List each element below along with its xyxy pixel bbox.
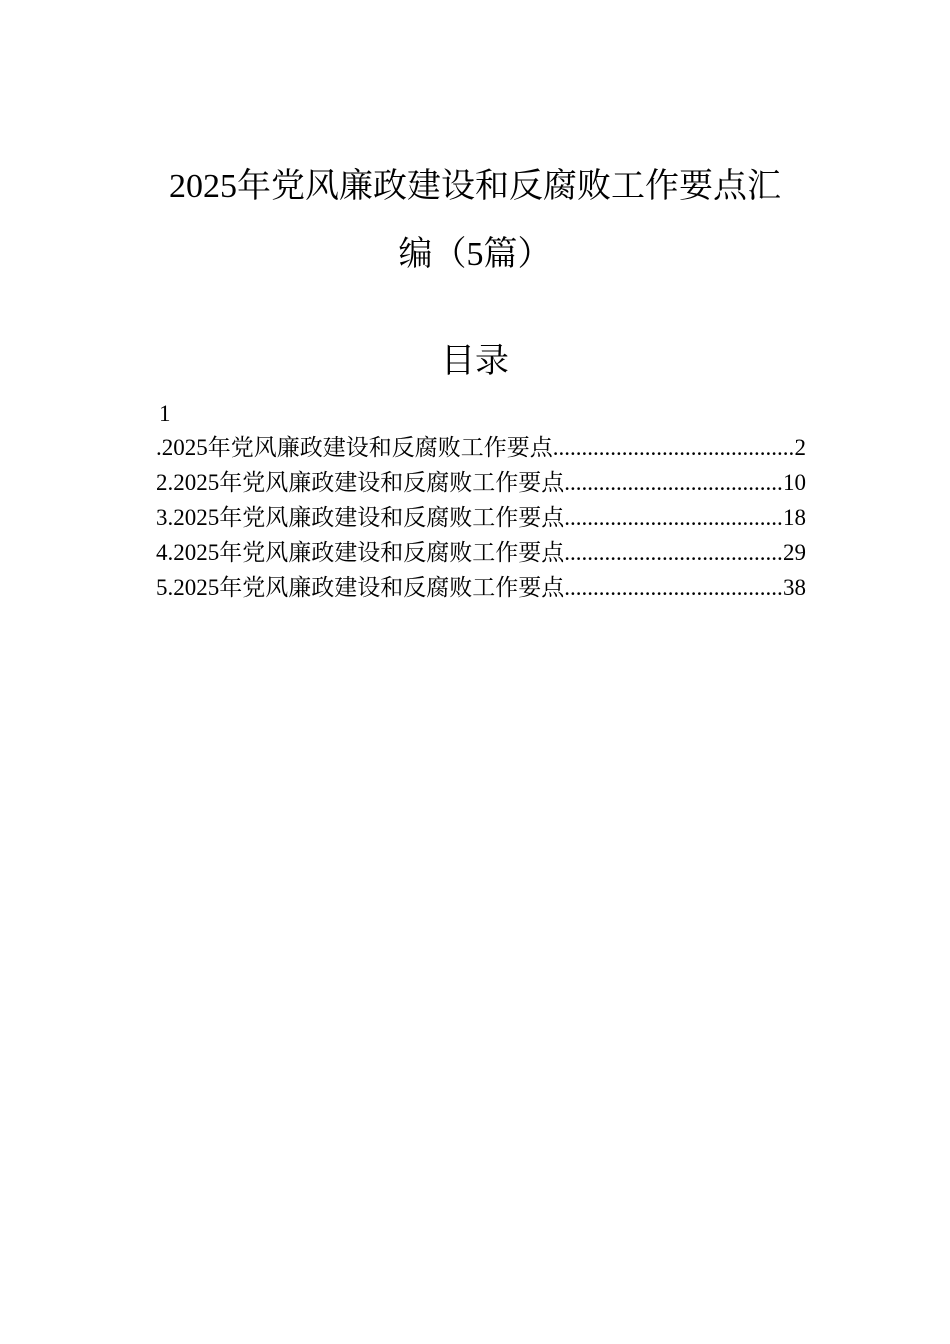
toc-entry-page: 18 — [783, 505, 806, 530]
toc-dot-leader — [564, 465, 783, 500]
toc-entry-page: 2 — [794, 435, 806, 460]
toc-entry-number: 1 — [159, 401, 171, 426]
toc-entry[interactable] — [156, 465, 806, 500]
toc-entry[interactable] — [156, 535, 806, 570]
toc-entry-label: 2.2025年党风廉政建设和反腐败工作要点 — [156, 470, 565, 495]
document-title — [150, 160, 800, 272]
toc-entry-label: .2025年党风廉政建设和反腐败工作要点 — [156, 435, 553, 460]
document-title-line-2: 编（5篇） — [398, 236, 552, 273]
toc-entry[interactable] — [156, 430, 806, 465]
toc-entry-page: 29 — [783, 540, 806, 565]
toc-entry-page: 38 — [783, 575, 806, 600]
toc-heading: 目录 — [441, 343, 509, 380]
toc-entry-page: 10 — [783, 470, 806, 495]
table-of-contents — [156, 398, 806, 605]
toc-dot-leader — [564, 570, 783, 605]
toc-dot-leader — [564, 535, 783, 570]
toc-entry[interactable] — [156, 570, 806, 605]
toc-entry[interactable] — [156, 500, 806, 535]
document-title-line-1: 2025年党风廉政建设和反腐败工作要点汇 — [169, 168, 781, 205]
toc-entry-label: 3.2025年党风廉政建设和反腐败工作要点 — [156, 505, 565, 530]
toc-entry-label: 4.2025年党风廉政建设和反腐败工作要点 — [156, 540, 565, 565]
toc-entry-label: 5.2025年党风廉政建设和反腐败工作要点 — [156, 575, 565, 600]
toc-dot-leader — [564, 500, 783, 535]
toc-dot-leader — [553, 430, 795, 465]
